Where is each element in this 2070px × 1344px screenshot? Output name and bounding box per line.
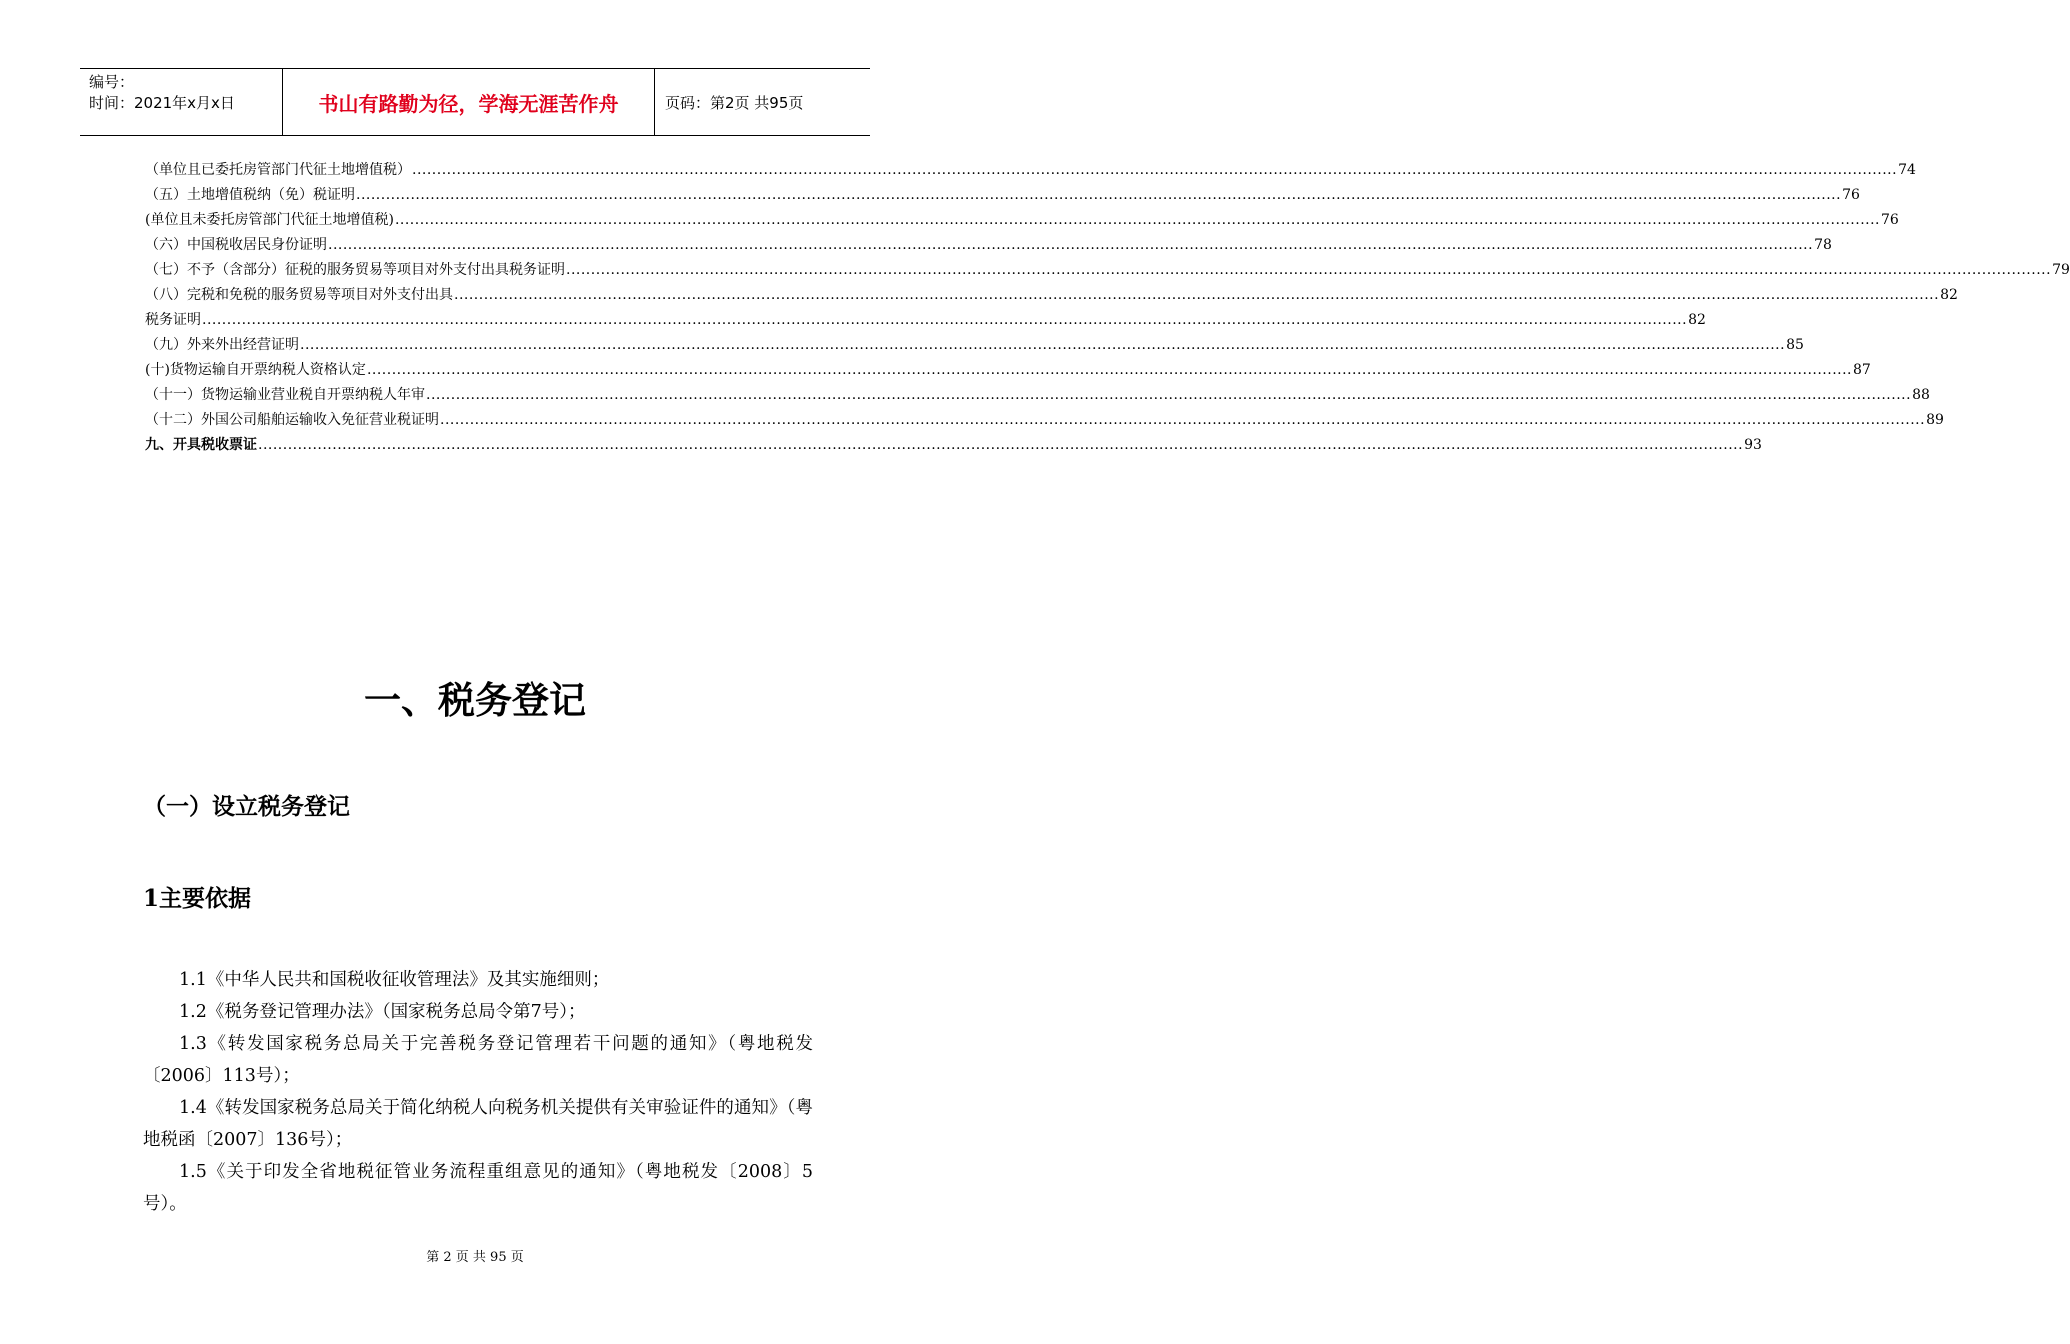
toc-entry-page: 82: [1688, 312, 1706, 328]
toc-entry-title: （六）中国税收居民身份证明: [145, 237, 327, 253]
toc-entry[interactable]: [145, 333, 1804, 358]
toc-leader-dots: ............................................................................................................................................................................................................................................................................................................: [426, 387, 1912, 403]
page-header: [80, 68, 870, 136]
toc-entry-title: （五）土地增值税纳（免）税证明: [145, 187, 355, 203]
toc-entry-title: （七）不予（含部分）征税的服务贸易等项目对外支付出具税务证明: [145, 262, 565, 278]
doc-date-label: 时间：2021年x月x日: [89, 94, 235, 112]
toc-entry[interactable]: [145, 358, 1871, 383]
chapter-heading: 一、税务登记: [364, 679, 586, 722]
toc-entry-page: 89: [1926, 412, 1944, 428]
subsection-heading: 1主要依据: [143, 885, 252, 912]
toc-entry-page: 93: [1744, 437, 1762, 453]
toc-entry-title: （十一）货物运输业营业税自开票纳税人年审: [145, 387, 425, 403]
paragraph: 1.2《税务登记管理办法》（国家税务总局令第7号）；: [179, 1002, 586, 1022]
toc-entry[interactable]: [145, 433, 1762, 458]
toc-entry-title: 税务证明: [145, 312, 201, 328]
toc-leader-dots: ............................................................................................................................................................................................................................................................................................................: [566, 262, 2052, 278]
document-body: [143, 964, 813, 1220]
toc-leader-dots: ............................................................................................................................................................................................................................................................................................................: [328, 237, 1814, 253]
toc-entry[interactable]: [145, 183, 1860, 208]
paragraph: 1.3《转发国家税务总局关于完善税务登记管理若干问题的通知》（粤地税发〔2006〕113号）；: [143, 1034, 813, 1086]
toc-entry[interactable]: [145, 233, 1832, 258]
toc-entry[interactable]: [145, 258, 2070, 283]
toc-entry-title: （八）完税和免税的服务贸易等项目对外支付出具: [145, 287, 453, 303]
header-page-info: 页码：第2页 共95页: [665, 93, 804, 112]
toc-leader-dots: ............................................................................................................................................................................................................................................................................................................: [454, 287, 1940, 303]
toc-entry-page: 76: [1842, 187, 1860, 203]
header-motto: 书山有路勤为径，学海无涯苦作舟: [283, 69, 655, 135]
toc-entry-page: 87: [1853, 362, 1871, 378]
toc-entry-page: 82: [1940, 287, 1958, 303]
toc-entry-title: (十)货物运输自开票纳税人资格认定: [145, 362, 366, 378]
toc-entry-page: 74: [1898, 162, 1916, 178]
table-of-contents: [145, 158, 2070, 458]
toc-entry-title: (单位且未委托房管部门代征土地增值税): [145, 212, 394, 228]
page-footer: 第 2 页 共 95 页: [426, 1250, 524, 1265]
toc-entry-title: 九、开具税收票证: [145, 437, 257, 453]
toc-leader-dots: ............................................................................................................................................................................................................................................................................................................: [202, 312, 1688, 328]
toc-leader-dots: ............................................................................................................................................................................................................................................................................................................: [412, 162, 1898, 178]
paragraph: 1.1《中华人民共和国税收征收管理法》及其实施细则；: [179, 970, 610, 990]
toc-entry-page: 78: [1814, 237, 1832, 253]
toc-entry[interactable]: [145, 283, 1958, 308]
toc-entry[interactable]: [145, 158, 1916, 183]
toc-entry-title: （十二）外国公司船舶运输收入免征营业税证明: [145, 412, 439, 428]
toc-entry-page: 88: [1912, 387, 1930, 403]
toc-leader-dots: ............................................................................................................................................................................................................................................................................................................: [366, 362, 1852, 378]
toc-entry-page: 76: [1881, 212, 1899, 228]
toc-entry-page: 79: [2052, 262, 2070, 278]
toc-leader-dots: ............................................................................................................................................................................................................................................................................................................: [440, 412, 1926, 428]
toc-leader-dots: ............................................................................................................................................................................................................................................................................................................: [356, 187, 1842, 203]
paragraph: 1.4《转发国家税务总局关于简化纳税人向税务机关提供有关审验证件的通知》（粤地税函〔2007〕136号）；: [143, 1098, 813, 1150]
toc-entry[interactable]: [145, 308, 1706, 333]
toc-entry[interactable]: [145, 408, 1944, 433]
toc-leader-dots: ............................................................................................................................................................................................................................................................................................................: [300, 337, 1786, 353]
toc-leader-dots: ............................................................................................................................................................................................................................................................................................................: [258, 437, 1744, 453]
header-meta: [80, 69, 283, 135]
doc-number-label: 编号：: [89, 73, 135, 91]
toc-entry[interactable]: [145, 383, 1930, 408]
toc-entry[interactable]: [145, 208, 1899, 233]
paragraph: 1.5《关于印发全省地税征管业务流程重组意见的通知》（粤地税发〔2008〕5号）。: [143, 1162, 813, 1214]
toc-leader-dots: ............................................................................................................................................................................................................................................................................................................: [394, 212, 1880, 228]
toc-entry-page: 85: [1786, 337, 1804, 353]
section-heading: （一）设立税务登记: [143, 794, 350, 820]
toc-entry-title: （九）外来外出经营证明: [145, 337, 299, 353]
toc-entry-title: （单位且已委托房管部门代征土地增值税）: [145, 162, 411, 178]
